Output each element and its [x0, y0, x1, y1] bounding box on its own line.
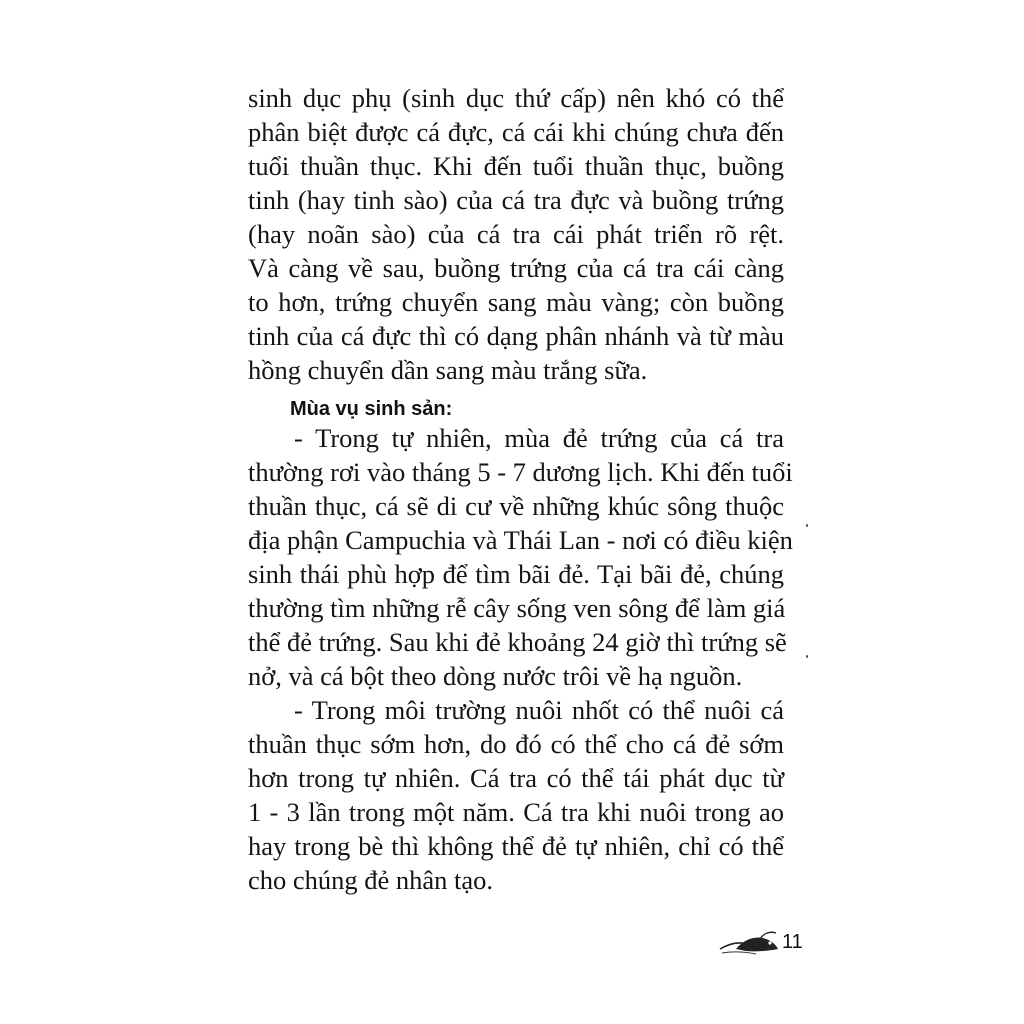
paragraph-1-line-9: hồng chuyển dần sang màu trắng sữa. [248, 355, 648, 385]
paragraph-2-line-6: thường tìm những rễ cây sống ven sông để làm giá [248, 593, 786, 623]
paragraph-2-line-2: thường rơi vào tháng 5 - 7 dương lịch. Khi đến tuổi [248, 457, 793, 487]
section-heading: Mùa vụ sinh sản: [290, 398, 453, 420]
paragraph-1-line-8: tinh của cá đực thì có dạng phân nhánh và từ màu [248, 321, 784, 351]
scan-speck [806, 655, 808, 658]
paragraph-1-line-1: sinh dục phụ (sinh dục thứ cấp) nên khó có thể [248, 83, 784, 113]
paragraph-3-line-2: thuần thục sớm hơn, do đó có thể cho cá đẻ sớm [248, 729, 784, 759]
paragraph-2-line-3: thuần thục, cá sẽ di cư về những khúc sông thuộc [248, 491, 784, 521]
paragraph-2-line-4: địa phận Campuchia và Thái Lan - nơi có điều kiện [248, 525, 793, 555]
paragraph-3-line-1: - Trong môi trường nuôi nhốt có thể nuôi cá [294, 695, 784, 725]
scan-speck [806, 524, 808, 527]
paragraph-1-line-5: (hay noãn sào) của cá tra cái phát triển rõ rệt. [248, 219, 784, 249]
paragraph-2-line-1: - Trong tự nhiên, mùa đẻ trứng của cá tra [294, 423, 784, 453]
paragraph-3-line-6: cho chúng đẻ nhân tạo. [248, 865, 494, 895]
paragraph-1-line-2: phân biệt được cá đực, cá cái khi chúng chưa đến [248, 117, 784, 147]
page-footer [716, 927, 803, 959]
paragraph-1-line-7: to hơn, trứng chuyển sang màu vàng; còn buồng [248, 287, 784, 317]
paragraph-2-line-8: nở, và cá bột theo dòng nước trôi về hạ nguồn. [248, 661, 743, 691]
paragraph-3-line-5: hay trong bè thì không thể đẻ tự nhiên, chỉ có thể [248, 831, 784, 861]
paragraph-1-line-4: tinh (hay tinh sào) của cá tra đực và buồng trứng [248, 185, 784, 215]
paragraph-3-line-3: hơn trong tự nhiên. Cá tra có thể tái phát dục từ [248, 763, 784, 793]
page-number: 11 [782, 931, 803, 953]
paragraph-3-line-4: 1 - 3 lần trong một năm. Cá tra khi nuôi trong ao [248, 797, 784, 827]
paragraph-2-line-7: thể đẻ trứng. Sau khi đẻ khoảng 24 giờ thì trứng sẽ [248, 627, 787, 657]
paragraph-2-line-5: sinh thái phù hợp để tìm bãi đẻ. Tại bãi đẻ, chúng [248, 559, 784, 589]
paragraph-1-line-6: Và càng về sau, buồng trứng của cá tra cái càng [248, 253, 784, 283]
paragraph-1-line-3: tuổi thuần thục. Khi đến tuổi thuần thục, buồng [248, 151, 784, 181]
fish-ornament-icon [716, 927, 782, 957]
